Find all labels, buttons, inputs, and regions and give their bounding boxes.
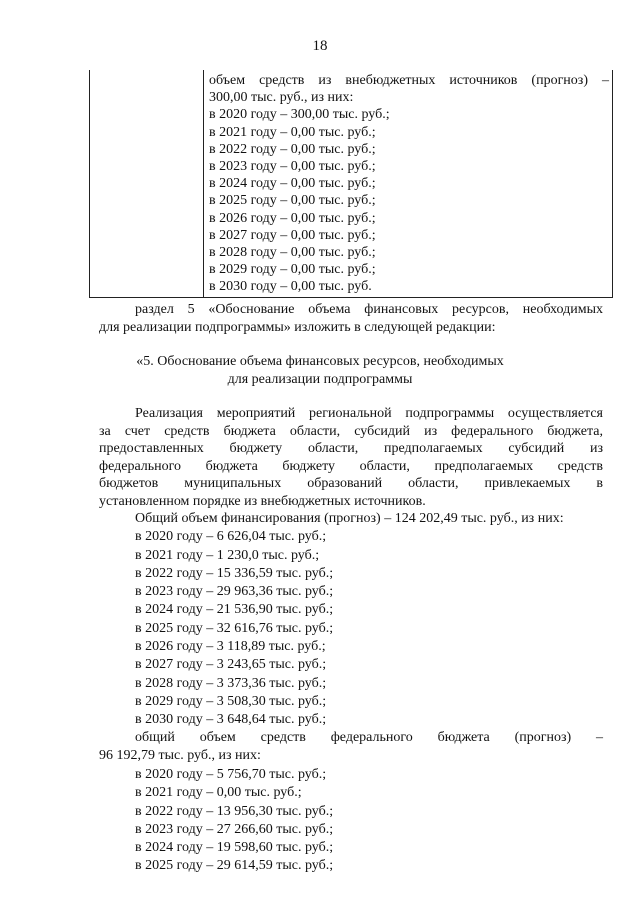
list-item: в 2022 году – 15 336,59 тыс. руб.; bbox=[135, 565, 334, 581]
paragraph-line: предоставленных бюджету области, предполагаемых субсидий из bbox=[99, 441, 603, 457]
list-item: в 2020 году – 5 756,70 тыс. руб.; bbox=[135, 767, 327, 782]
table-line: в 2029 году – 0,00 тыс. руб.; bbox=[209, 262, 376, 278]
list-item: в 2027 году – 3 243,65 тыс. руб.; bbox=[135, 657, 327, 673]
paragraph-line: Реализация мероприятий региональной подпрограммы осуществляется bbox=[135, 406, 603, 421]
federal-funding-list bbox=[135, 766, 333, 876]
table-line: в 2030 году – 0,00 тыс. руб. bbox=[209, 279, 372, 295]
paragraph-line: установленном порядке из внебюджетных источников. bbox=[99, 493, 426, 509]
table-line: в 2020 году – 300,00 тыс. руб.; bbox=[209, 107, 390, 123]
list-item: в 2023 году – 29 963,36 тыс. руб.; bbox=[135, 584, 334, 600]
table-line: в 2022 году – 0,00 тыс. руб.; bbox=[209, 141, 376, 157]
total-funding-list bbox=[135, 510, 564, 730]
list-item: в 2024 году – 19 598,60 тыс. руб.; bbox=[135, 840, 334, 856]
federal-intro-line: общий объем средств федерального бюджета (прогноз) – bbox=[135, 730, 603, 745]
instruction-line: раздел 5 «Обоснование объема финансовых ресурсов, необходимых bbox=[135, 302, 603, 317]
instruction-line: для реализации подпрограммы» изложить в следующей редакции: bbox=[99, 319, 496, 335]
instruction-paragraph bbox=[99, 301, 603, 336]
list-item: в 2021 году – 0,00 тыс. руб.; bbox=[135, 785, 302, 801]
table-line: в 2028 году – 0,00 тыс. руб.; bbox=[209, 245, 376, 261]
list-item: в 2028 году – 3 373,36 тыс. руб.; bbox=[135, 675, 327, 691]
list-item: в 2023 году – 27 266,60 тыс. руб.; bbox=[135, 821, 334, 837]
table-line: в 2025 году – 0,00 тыс. руб.; bbox=[209, 193, 376, 209]
table-line: в 2027 году – 0,00 тыс. руб.; bbox=[209, 227, 376, 243]
list-item: в 2021 году – 1 230,0 тыс. руб.; bbox=[135, 547, 320, 563]
list-item: в 2024 году – 21 536,90 тыс. руб.; bbox=[135, 602, 334, 618]
list-item: в 2025 году – 32 616,76 тыс. руб.; bbox=[135, 620, 334, 636]
section-heading bbox=[0, 353, 640, 389]
table-line: в 2021 году – 0,00 тыс. руб.; bbox=[209, 124, 376, 140]
description-paragraph bbox=[99, 405, 603, 511]
paragraph-line: бюджетов муниципальных образований области, привлекаемых в bbox=[99, 476, 603, 492]
table-line: в 2026 году – 0,00 тыс. руб.; bbox=[209, 210, 376, 226]
list-item: в 2025 году – 29 614,59 тыс. руб.; bbox=[135, 858, 334, 874]
table-cell-extrabudgetary bbox=[209, 72, 609, 296]
list-item: в 2030 году – 3 648,64 тыс. руб.; bbox=[135, 712, 327, 728]
table-line: в 2024 году – 0,00 тыс. руб.; bbox=[209, 176, 376, 192]
list-item: в 2022 году – 13 956,30 тыс. руб.; bbox=[135, 803, 334, 819]
federal-intro-line: 96 192,79 тыс. руб., из них: bbox=[99, 747, 261, 763]
list-item: в 2020 году – 6 626,04 тыс. руб.; bbox=[135, 529, 327, 545]
heading-line: для реализации подпрограммы bbox=[227, 372, 413, 387]
total-funding-intro: Общий объем финансирования (прогноз) – 124 202,49 тыс. руб., из них: bbox=[135, 511, 564, 526]
table-line: в 2023 году – 0,00 тыс. руб.; bbox=[209, 159, 376, 175]
list-item: в 2026 году – 3 118,89 тыс. руб.; bbox=[135, 639, 326, 655]
heading-line: «5. Обоснование объема финансовых ресурсов, необходимых bbox=[136, 354, 504, 369]
table-line: 300,00 тыс. руб., из них: bbox=[209, 90, 354, 106]
table-column-divider bbox=[203, 70, 204, 297]
paragraph-line: за счет средств бюджета области, субсидий из федерального бюджета, bbox=[99, 423, 603, 439]
page-number: 18 bbox=[312, 38, 328, 54]
table-line: объем средств из внебюджетных источников (прогноз) – bbox=[209, 73, 609, 88]
list-item: в 2029 году – 3 508,30 тыс. руб.; bbox=[135, 693, 327, 709]
funding-table bbox=[89, 70, 613, 298]
federal-budget-intro bbox=[99, 729, 603, 764]
paragraph-line: федерального бюджета бюджету области, предполагаемых средств bbox=[99, 458, 603, 474]
